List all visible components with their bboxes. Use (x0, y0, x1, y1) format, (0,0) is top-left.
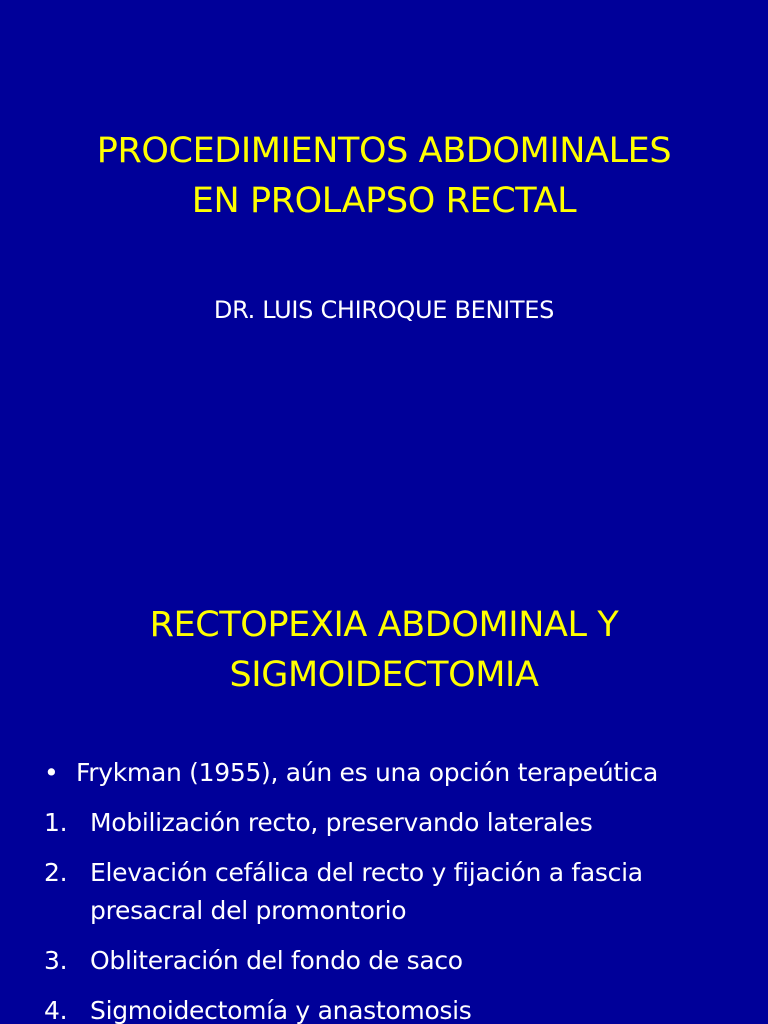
list-item (44, 754, 744, 792)
list-item (44, 854, 744, 930)
list-item (44, 992, 744, 1024)
list-item-text: Elevación cefálica del recto y fijación a fascia presacral del promontorio (90, 858, 643, 925)
author-name: DR. LUIS CHIROQUE BENITES (213, 296, 555, 324)
bullet-marker: • (44, 758, 59, 787)
slide-title-heading (0, 126, 768, 226)
title-line: PROCEDIMIENTOS ABDOMINALES (96, 131, 672, 171)
title-line: RECTOPEXIA ABDOMINAL Y (149, 605, 619, 645)
list-item-text: Mobilización recto, preservando laterales (90, 808, 593, 837)
list-item-text: Obliteración del fondo de saco (90, 946, 463, 975)
list-item (44, 942, 744, 980)
number-marker: 4. (44, 996, 68, 1024)
procedure-list (44, 754, 744, 1024)
list-item-text: Frykman (1955), aún es una opción terapeútica (76, 758, 658, 787)
title-line: SIGMOIDECTOMIA (229, 655, 539, 695)
title-line: EN PROLAPSO RECTAL (191, 181, 577, 221)
list-item (44, 804, 744, 842)
slide-content (0, 576, 768, 1024)
list-item-text: Sigmoidectomía y anastomosis (90, 996, 472, 1024)
number-marker: 3. (44, 946, 68, 975)
slide-content-heading (0, 600, 768, 700)
number-marker: 2. (44, 858, 68, 887)
number-marker: 1. (44, 808, 68, 837)
